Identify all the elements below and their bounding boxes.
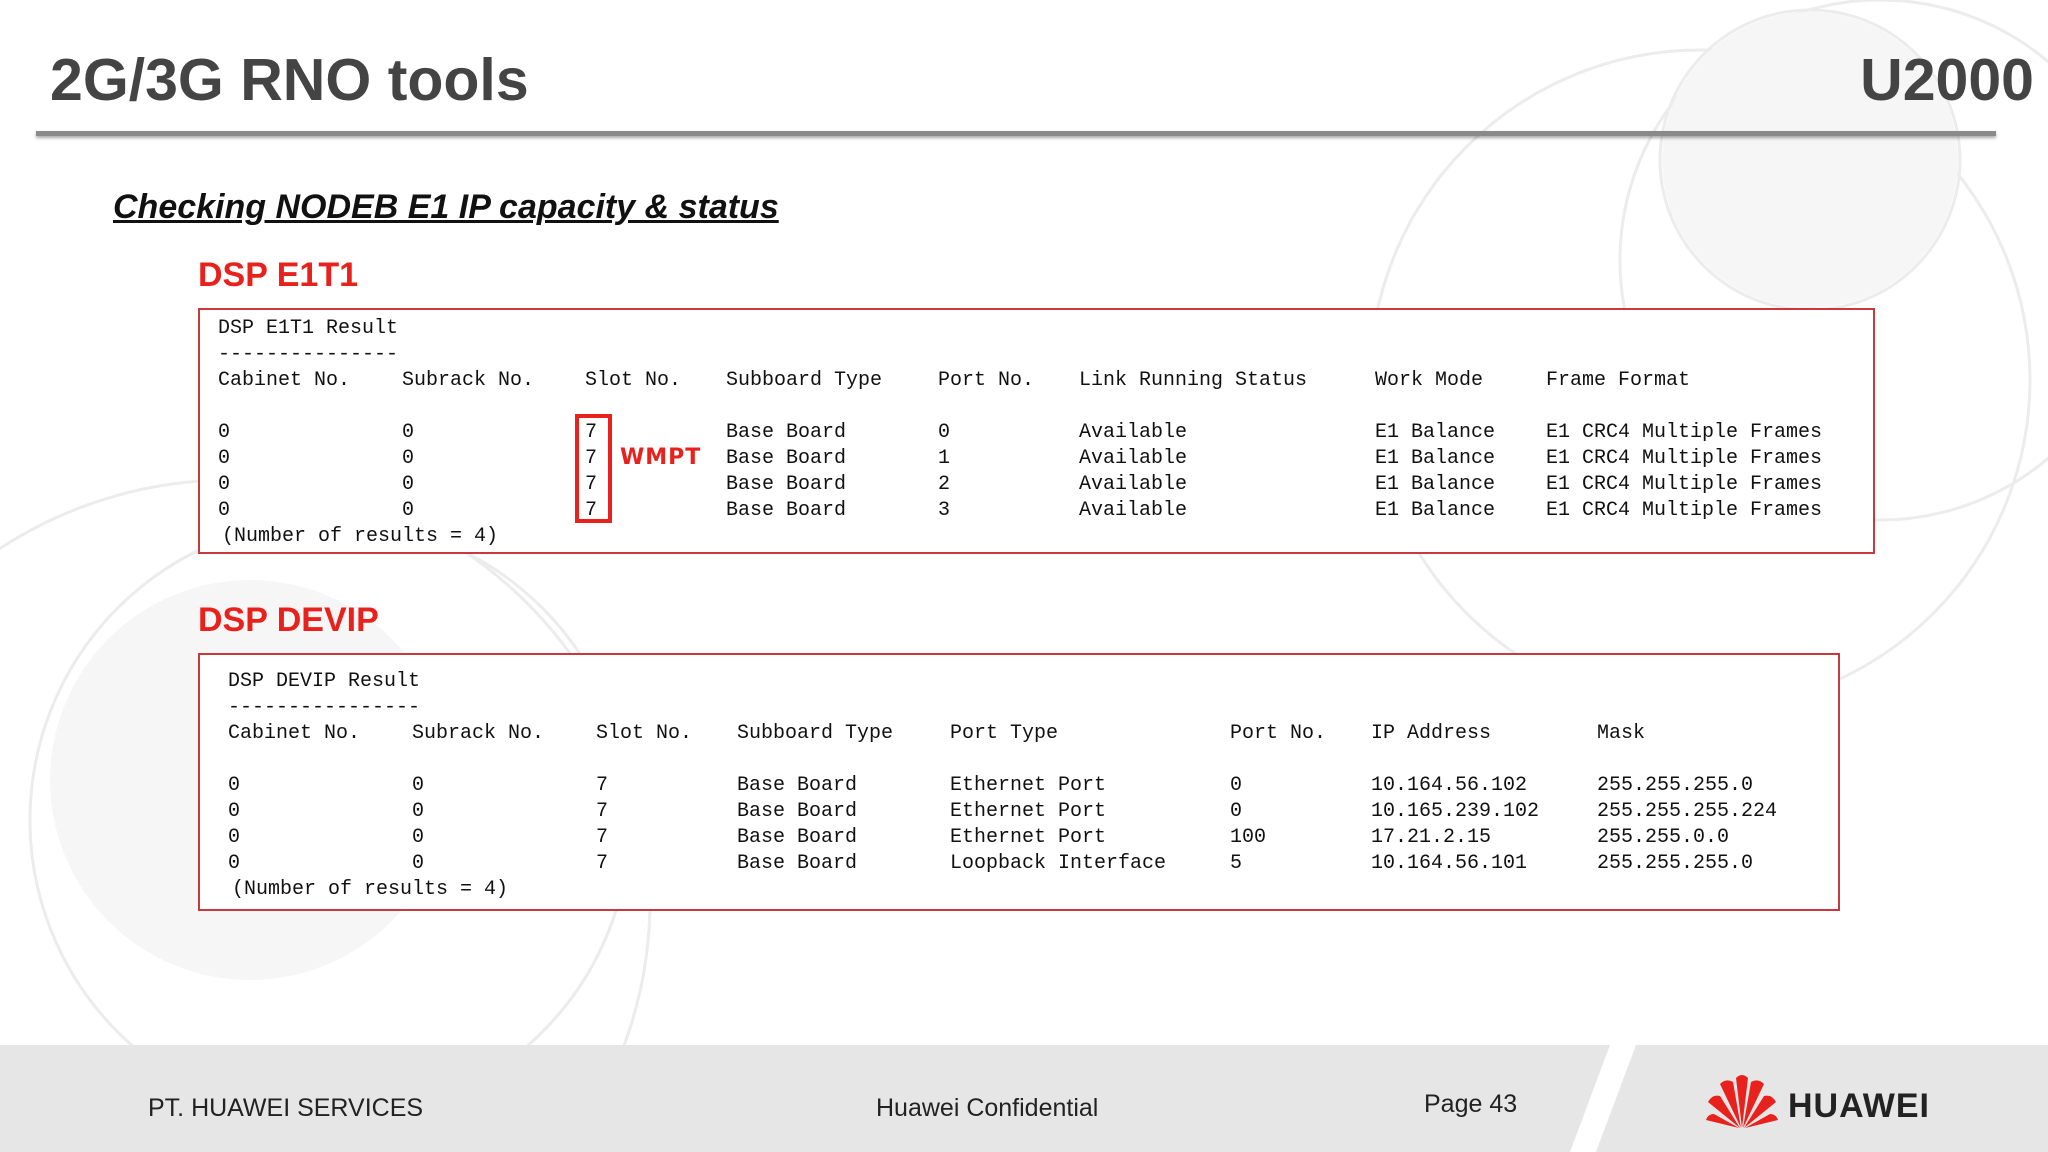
e1t1-table-cell: 0 [402, 447, 415, 470]
devip-table-cell: Loopback Interface [950, 852, 1167, 875]
devip-header-cell: Mask [1597, 722, 1646, 745]
e1t1-header-cell: Subboard Type [726, 369, 883, 392]
devip-result-title: DSP DEVIP Result [228, 670, 421, 693]
footer-company: PT. HUAWEI SERVICES [148, 1094, 424, 1122]
devip-table-cell: 7 [596, 852, 609, 875]
devip-table-cell: 100 [1230, 826, 1267, 849]
e1t1-table-cell: 3 [938, 499, 951, 522]
footer-bar [0, 1045, 2048, 1152]
e1t1-table-cell: Base Board [726, 447, 847, 470]
devip-table-cell: 7 [596, 800, 609, 823]
e1t1-table-cell: E1 CRC4 Multiple Frames [1546, 499, 1823, 522]
devip-table-cell: 0 [412, 826, 425, 849]
title-divider [36, 131, 1996, 136]
devip-table-cell: 0 [412, 774, 425, 797]
e1t1-table-cell: 7 [585, 447, 598, 470]
devip-divider: ---------------- [228, 696, 421, 719]
devip-table-cell: 0 [412, 852, 425, 875]
e1t1-table-cell: 1 [938, 447, 951, 470]
e1t1-table-cell: Available [1079, 499, 1188, 522]
slot-highlight-box [575, 414, 612, 523]
e1t1-table-cell: 7 [585, 421, 598, 444]
e1t1-header-cell: Subrack No. [402, 369, 535, 392]
e1t1-table-cell: E1 CRC4 Multiple Frames [1546, 473, 1823, 496]
devip-table-cell: Base Board [737, 852, 858, 875]
devip-header-cell: IP Address [1371, 722, 1492, 745]
e1t1-table-cell: Available [1079, 473, 1188, 496]
slide-title: 2G/3G RNO tools [50, 47, 529, 113]
e1t1-table-cell: E1 Balance [1375, 473, 1496, 496]
footer-page-number: Page 43 [1424, 1090, 1518, 1118]
devip-header-cell: Slot No. [596, 722, 693, 745]
e1t1-header-cell: Slot No. [585, 369, 682, 392]
devip-table-cell: 0 [1230, 800, 1243, 823]
e1t1-table-cell: 0 [218, 447, 231, 470]
devip-table-cell: 0 [412, 800, 425, 823]
devip-table-cell: 10.164.56.101 [1371, 852, 1528, 875]
devip-table-cell: 0 [228, 852, 241, 875]
e1t1-table-cell: 0 [938, 421, 951, 444]
devip-header-cell: Cabinet No. [228, 722, 361, 745]
devip-table-cell: 255.255.255.0 [1597, 852, 1754, 875]
devip-table-cell: 10.165.239.102 [1371, 800, 1540, 823]
devip-table-cell: Ethernet Port [950, 800, 1107, 823]
e1t1-header-cell: Link Running Status [1079, 369, 1308, 392]
devip-summary: (Number of results = 4) [232, 878, 509, 901]
e1t1-table-cell: Available [1079, 447, 1188, 470]
devip-table-cell: 0 [228, 800, 241, 823]
e1t1-table-cell: E1 Balance [1375, 447, 1496, 470]
e1t1-table-cell: E1 CRC4 Multiple Frames [1546, 447, 1823, 470]
huawei-logo-icon [1706, 1070, 1778, 1130]
devip-table-cell: Base Board [737, 774, 858, 797]
devip-table-cell: 0 [228, 774, 241, 797]
e1t1-table-cell: Base Board [726, 473, 847, 496]
slide-subtitle: Checking NODEB E1 IP capacity & status [113, 188, 779, 226]
devip-header-cell: Port Type [950, 722, 1059, 745]
devip-table-cell: Ethernet Port [950, 826, 1107, 849]
e1t1-table-cell: 0 [218, 499, 231, 522]
e1t1-table-cell: 0 [218, 421, 231, 444]
e1t1-table-cell: 2 [938, 473, 951, 496]
devip-heading: DSP DEVIP [198, 601, 379, 639]
devip-table-cell: 5 [1230, 852, 1243, 875]
devip-table-cell: 255.255.255.224 [1597, 800, 1778, 823]
e1t1-header-cell: Frame Format [1546, 369, 1691, 392]
e1t1-table-cell: 0 [402, 473, 415, 496]
e1t1-summary: (Number of results = 4) [222, 525, 499, 548]
e1t1-table-cell: Base Board [726, 421, 847, 444]
devip-header-cell: Subrack No. [412, 722, 545, 745]
e1t1-table-cell: E1 CRC4 Multiple Frames [1546, 421, 1823, 444]
devip-table-cell: 255.255.255.0 [1597, 774, 1754, 797]
e1t1-table-cell: E1 Balance [1375, 421, 1496, 444]
wmpt-annotation: WMPT [620, 445, 702, 470]
e1t1-header-cell: Cabinet No. [218, 369, 351, 392]
e1t1-header-cell: Work Mode [1375, 369, 1484, 392]
e1t1-table-cell: 7 [585, 473, 598, 496]
e1t1-table-cell: E1 Balance [1375, 499, 1496, 522]
e1t1-table-cell: Base Board [726, 499, 847, 522]
e1t1-result-box [198, 308, 1875, 554]
devip-result-box [198, 653, 1840, 911]
devip-table-cell: 0 [228, 826, 241, 849]
devip-header-cell: Subboard Type [737, 722, 894, 745]
devip-table-cell: Base Board [737, 800, 858, 823]
devip-table-cell: 255.255.0.0 [1597, 826, 1730, 849]
devip-table-cell: 0 [1230, 774, 1243, 797]
devip-table-cell: 10.164.56.102 [1371, 774, 1528, 797]
e1t1-table-cell: 0 [218, 473, 231, 496]
huawei-logo-text: HUAWEI [1788, 1087, 1930, 1125]
e1t1-table-cell: 7 [585, 499, 598, 522]
devip-table-cell: 7 [596, 774, 609, 797]
devip-header-cell: Port No. [1230, 722, 1327, 745]
devip-table-cell: Base Board [737, 826, 858, 849]
e1t1-result-title: DSP E1T1 Result [218, 317, 399, 340]
devip-table-cell: Ethernet Port [950, 774, 1107, 797]
e1t1-table-cell: Available [1079, 421, 1188, 444]
e1t1-table-cell: 0 [402, 421, 415, 444]
e1t1-table-cell: 0 [402, 499, 415, 522]
footer-confidential: Huawei Confidential [876, 1094, 1099, 1122]
e1t1-heading: DSP E1T1 [198, 256, 359, 294]
product-name: U2000 [1860, 47, 2034, 113]
devip-table-cell: 7 [596, 826, 609, 849]
devip-table-cell: 17.21.2.15 [1371, 826, 1492, 849]
e1t1-divider: --------------- [218, 343, 399, 366]
e1t1-header-cell: Port No. [938, 369, 1035, 392]
